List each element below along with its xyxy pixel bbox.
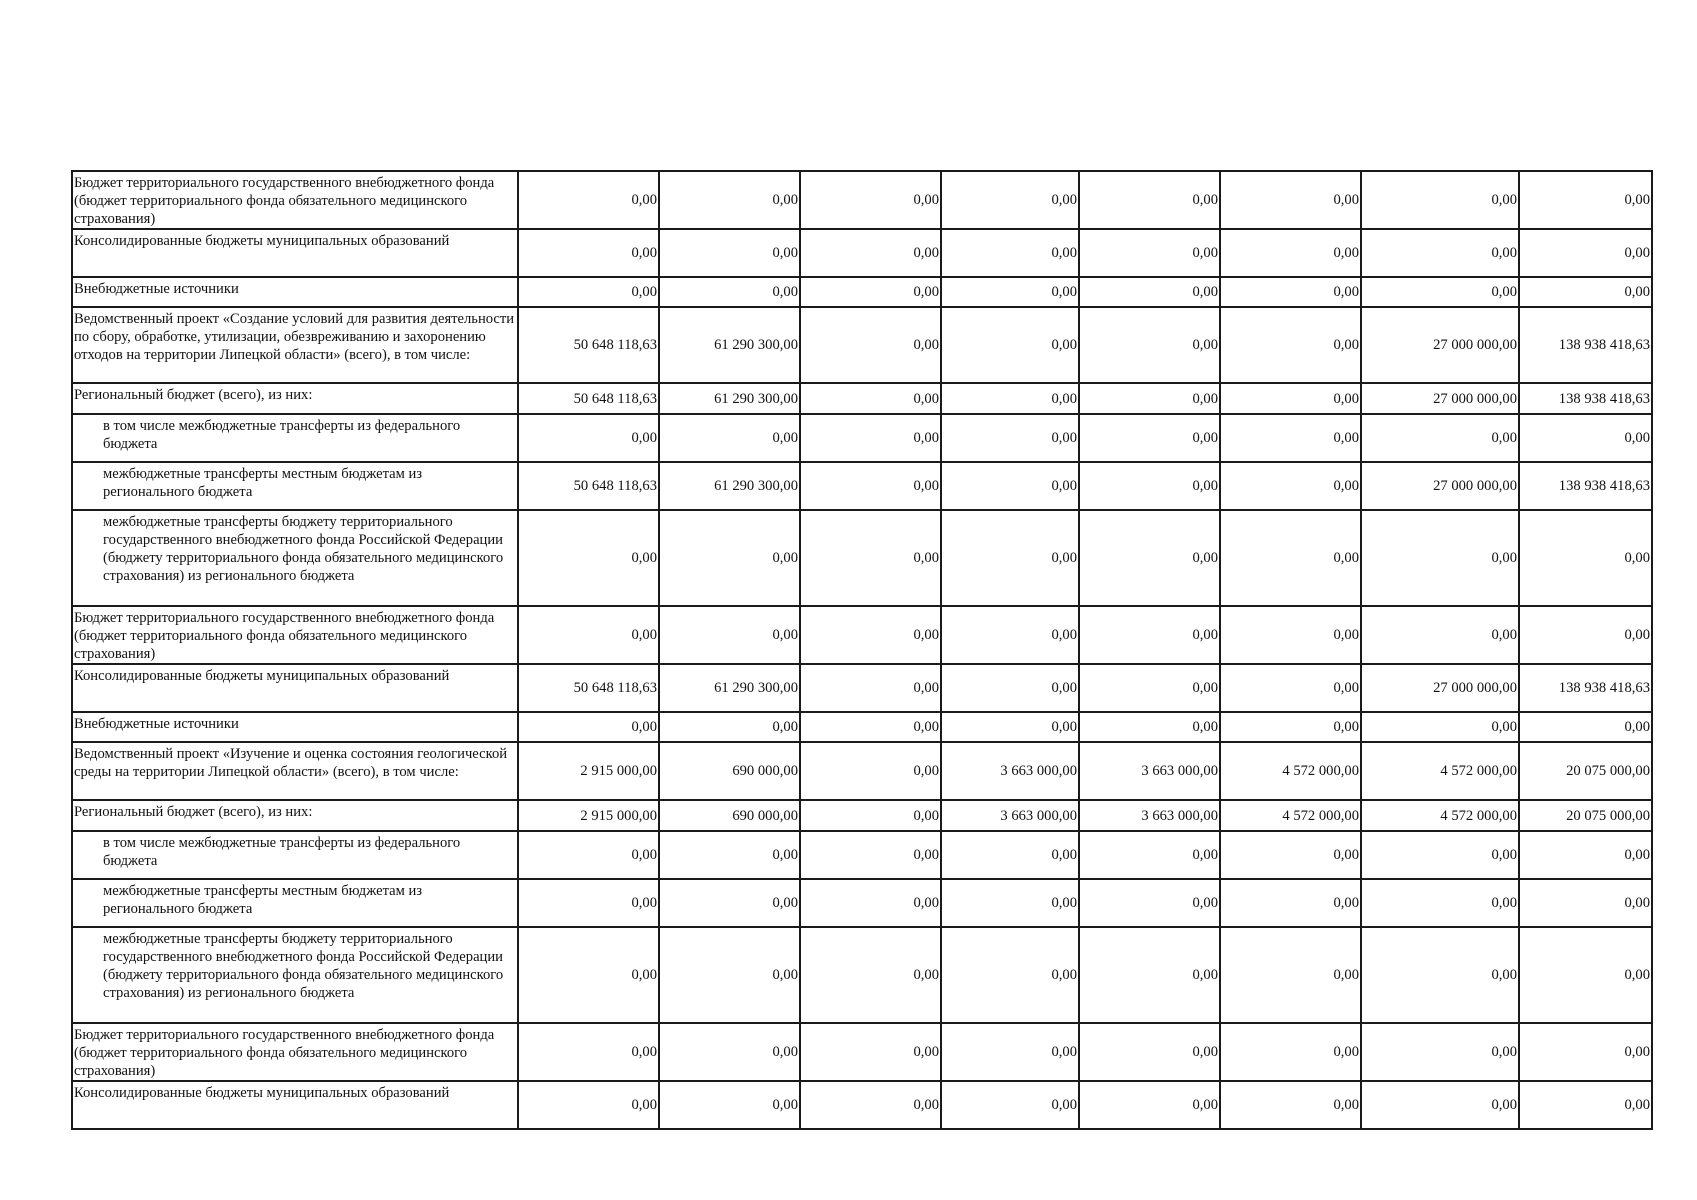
value-cell: 0,00 (800, 831, 941, 879)
value-cell: 0,00 (1220, 879, 1361, 927)
value-cell: 690 000,00 (659, 800, 800, 831)
value-cell: 0,00 (1519, 171, 1652, 229)
table-row (72, 307, 1652, 383)
table-body (72, 171, 1652, 1129)
value-cell: 0,00 (1220, 831, 1361, 879)
value-cell: 0,00 (1361, 229, 1519, 277)
value-cell: 0,00 (941, 510, 1079, 606)
value-cell: 50 648 118,63 (518, 383, 659, 414)
row-label: межбюджетные трансферты бюджету территориального государственного внебюджетного фонда Российской Федерации (бюджету территориального фонда обязательного медицинского страхования) из регионального бюджета (72, 510, 518, 606)
value-cell: 4 572 000,00 (1361, 800, 1519, 831)
row-label: Региональный бюджет (всего), из них: (72, 383, 518, 414)
value-cell: 0,00 (1519, 712, 1652, 742)
row-label: в том числе межбюджетные трансферты из федерального бюджета (72, 831, 518, 879)
row-label: Консолидированные бюджеты муниципальных образований (72, 664, 518, 712)
row-label: Внебюджетные источники (72, 277, 518, 307)
value-cell: 20 075 000,00 (1519, 742, 1652, 800)
value-cell: 0,00 (518, 171, 659, 229)
value-cell: 0,00 (659, 927, 800, 1023)
value-cell: 0,00 (1220, 171, 1361, 229)
value-cell: 0,00 (1220, 229, 1361, 277)
value-cell: 0,00 (800, 510, 941, 606)
value-cell: 0,00 (941, 307, 1079, 383)
budget-table (71, 170, 1653, 1130)
value-cell: 20 075 000,00 (1519, 800, 1652, 831)
value-cell: 0,00 (659, 171, 800, 229)
value-cell: 138 938 418,63 (1519, 462, 1652, 510)
value-cell: 0,00 (941, 277, 1079, 307)
table-row (72, 712, 1652, 742)
value-cell: 0,00 (800, 171, 941, 229)
value-cell: 0,00 (941, 414, 1079, 462)
value-cell: 0,00 (1220, 414, 1361, 462)
value-cell: 0,00 (659, 831, 800, 879)
table-row (72, 800, 1652, 831)
value-cell: 0,00 (1220, 927, 1361, 1023)
value-cell: 3 663 000,00 (1079, 742, 1220, 800)
value-cell: 0,00 (1361, 879, 1519, 927)
table-row (72, 229, 1652, 277)
value-cell: 138 938 418,63 (1519, 307, 1652, 383)
value-cell: 0,00 (1361, 712, 1519, 742)
value-cell: 50 648 118,63 (518, 664, 659, 712)
value-cell: 0,00 (800, 664, 941, 712)
value-cell: 0,00 (1519, 1081, 1652, 1129)
value-cell: 0,00 (1361, 606, 1519, 664)
value-cell: 0,00 (1079, 277, 1220, 307)
table-row (72, 879, 1652, 927)
value-cell: 0,00 (941, 664, 1079, 712)
table-row (72, 664, 1652, 712)
value-cell: 0,00 (518, 879, 659, 927)
value-cell: 0,00 (1519, 879, 1652, 927)
value-cell: 0,00 (1519, 606, 1652, 664)
value-cell: 0,00 (800, 606, 941, 664)
value-cell: 0,00 (659, 414, 800, 462)
value-cell: 0,00 (659, 229, 800, 277)
value-cell: 0,00 (1361, 171, 1519, 229)
value-cell: 27 000 000,00 (1361, 383, 1519, 414)
value-cell: 0,00 (941, 383, 1079, 414)
row-label: межбюджетные трансферты местным бюджетам из регионального бюджета (72, 462, 518, 510)
value-cell: 0,00 (518, 831, 659, 879)
row-label: Ведомственный проект «Изучение и оценка состояния геологической среды на территории Липецкой области» (всего), в том числе: (72, 742, 518, 800)
value-cell: 0,00 (1220, 712, 1361, 742)
value-cell: 0,00 (518, 229, 659, 277)
value-cell: 0,00 (1220, 277, 1361, 307)
value-cell: 0,00 (941, 606, 1079, 664)
value-cell: 3 663 000,00 (1079, 800, 1220, 831)
value-cell: 27 000 000,00 (1361, 664, 1519, 712)
value-cell: 0,00 (1079, 606, 1220, 664)
value-cell: 0,00 (659, 1023, 800, 1081)
value-cell: 0,00 (1079, 831, 1220, 879)
value-cell: 0,00 (941, 1023, 1079, 1081)
value-cell: 0,00 (800, 307, 941, 383)
value-cell: 0,00 (1220, 307, 1361, 383)
value-cell: 27 000 000,00 (1361, 462, 1519, 510)
value-cell: 0,00 (1079, 383, 1220, 414)
value-cell: 0,00 (1220, 1081, 1361, 1129)
value-cell: 0,00 (1079, 664, 1220, 712)
value-cell: 61 290 300,00 (659, 383, 800, 414)
value-cell: 0,00 (800, 229, 941, 277)
row-label: межбюджетные трансферты местным бюджетам из регионального бюджета (72, 879, 518, 927)
value-cell: 0,00 (1361, 1023, 1519, 1081)
value-cell: 0,00 (1361, 1081, 1519, 1129)
value-cell: 0,00 (941, 712, 1079, 742)
value-cell: 2 915 000,00 (518, 742, 659, 800)
value-cell: 0,00 (1079, 462, 1220, 510)
value-cell: 3 663 000,00 (941, 800, 1079, 831)
row-label: в том числе межбюджетные трансферты из федерального бюджета (72, 414, 518, 462)
value-cell: 0,00 (1079, 510, 1220, 606)
value-cell: 0,00 (1079, 414, 1220, 462)
value-cell: 0,00 (941, 462, 1079, 510)
value-cell: 0,00 (1220, 383, 1361, 414)
table-row (72, 171, 1652, 229)
value-cell: 0,00 (518, 1023, 659, 1081)
value-cell: 0,00 (1079, 229, 1220, 277)
value-cell: 0,00 (659, 712, 800, 742)
value-cell: 50 648 118,63 (518, 307, 659, 383)
value-cell: 0,00 (659, 879, 800, 927)
table-row (72, 927, 1652, 1023)
value-cell: 0,00 (659, 510, 800, 606)
value-cell: 0,00 (941, 831, 1079, 879)
table-row (72, 277, 1652, 307)
value-cell: 27 000 000,00 (1361, 307, 1519, 383)
value-cell: 0,00 (1361, 414, 1519, 462)
value-cell: 61 290 300,00 (659, 664, 800, 712)
value-cell: 0,00 (1361, 831, 1519, 879)
value-cell: 0,00 (518, 277, 659, 307)
table-row (72, 383, 1652, 414)
value-cell: 0,00 (1220, 462, 1361, 510)
row-label: Бюджет территориального государственного внебюджетного фонда (бюджет территориального фонда обязательного медицинского страхования) (72, 171, 518, 229)
value-cell: 0,00 (1361, 510, 1519, 606)
value-cell: 0,00 (1220, 606, 1361, 664)
value-cell: 0,00 (800, 742, 941, 800)
row-label: Бюджет территориального государственного внебюджетного фонда (бюджет территориального фонда обязательного медицинского страхования) (72, 606, 518, 664)
table-row (72, 606, 1652, 664)
value-cell: 0,00 (1519, 229, 1652, 277)
value-cell: 0,00 (518, 1081, 659, 1129)
value-cell: 0,00 (518, 927, 659, 1023)
value-cell: 690 000,00 (659, 742, 800, 800)
value-cell: 0,00 (1220, 1023, 1361, 1081)
value-cell: 3 663 000,00 (941, 742, 1079, 800)
value-cell: 0,00 (1079, 1023, 1220, 1081)
value-cell: 0,00 (941, 927, 1079, 1023)
row-label: межбюджетные трансферты бюджету территориального государственного внебюджетного фонда Российской Федерации (бюджету территориального фонда обязательного медицинского страхования) из регионального бюджета (72, 927, 518, 1023)
row-label: Ведомственный проект «Создание условий для развития деятельности по сбору, обработке, утилизации, обезвреживанию и захоронению отходов на территории Липецкой области» (всего), в том числе: (72, 307, 518, 383)
value-cell: 0,00 (1079, 879, 1220, 927)
value-cell: 0,00 (941, 171, 1079, 229)
value-cell: 0,00 (518, 414, 659, 462)
value-cell: 0,00 (1079, 927, 1220, 1023)
value-cell: 0,00 (800, 712, 941, 742)
value-cell: 0,00 (518, 606, 659, 664)
value-cell: 0,00 (1519, 1023, 1652, 1081)
value-cell: 50 648 118,63 (518, 462, 659, 510)
value-cell: 2 915 000,00 (518, 800, 659, 831)
value-cell: 0,00 (1079, 307, 1220, 383)
table-row (72, 1023, 1652, 1081)
value-cell: 0,00 (659, 1081, 800, 1129)
value-cell: 0,00 (941, 879, 1079, 927)
value-cell: 4 572 000,00 (1220, 742, 1361, 800)
value-cell: 0,00 (1519, 414, 1652, 462)
value-cell: 0,00 (518, 712, 659, 742)
value-cell: 0,00 (800, 414, 941, 462)
value-cell: 0,00 (1220, 664, 1361, 712)
value-cell: 0,00 (1519, 927, 1652, 1023)
row-label: Внебюджетные источники (72, 712, 518, 742)
value-cell: 4 572 000,00 (1220, 800, 1361, 831)
table-row (72, 1081, 1652, 1129)
value-cell: 0,00 (800, 383, 941, 414)
value-cell: 138 938 418,63 (1519, 383, 1652, 414)
value-cell: 0,00 (1519, 831, 1652, 879)
table-row (72, 462, 1652, 510)
value-cell: 0,00 (1079, 712, 1220, 742)
value-cell: 138 938 418,63 (1519, 664, 1652, 712)
row-label: Бюджет территориального государственного внебюджетного фонда (бюджет территориального фонда обязательного медицинского страхования) (72, 1023, 518, 1081)
value-cell: 0,00 (1361, 927, 1519, 1023)
value-cell: 0,00 (800, 277, 941, 307)
value-cell: 0,00 (800, 800, 941, 831)
value-cell: 0,00 (1519, 510, 1652, 606)
value-cell: 0,00 (659, 277, 800, 307)
value-cell: 0,00 (1079, 1081, 1220, 1129)
value-cell: 0,00 (1519, 277, 1652, 307)
value-cell: 0,00 (1361, 277, 1519, 307)
value-cell: 0,00 (659, 606, 800, 664)
value-cell: 0,00 (941, 229, 1079, 277)
value-cell: 0,00 (941, 1081, 1079, 1129)
table-row (72, 414, 1652, 462)
value-cell: 0,00 (1079, 171, 1220, 229)
value-cell: 61 290 300,00 (659, 307, 800, 383)
value-cell: 0,00 (518, 510, 659, 606)
value-cell: 0,00 (1220, 510, 1361, 606)
value-cell: 0,00 (800, 927, 941, 1023)
value-cell: 61 290 300,00 (659, 462, 800, 510)
value-cell: 4 572 000,00 (1361, 742, 1519, 800)
table-row (72, 742, 1652, 800)
row-label: Региональный бюджет (всего), из них: (72, 800, 518, 831)
table-row (72, 831, 1652, 879)
value-cell: 0,00 (800, 462, 941, 510)
row-label: Консолидированные бюджеты муниципальных образований (72, 229, 518, 277)
table-row (72, 510, 1652, 606)
row-label: Консолидированные бюджеты муниципальных образований (72, 1081, 518, 1129)
value-cell: 0,00 (800, 1023, 941, 1081)
value-cell: 0,00 (800, 879, 941, 927)
value-cell: 0,00 (800, 1081, 941, 1129)
